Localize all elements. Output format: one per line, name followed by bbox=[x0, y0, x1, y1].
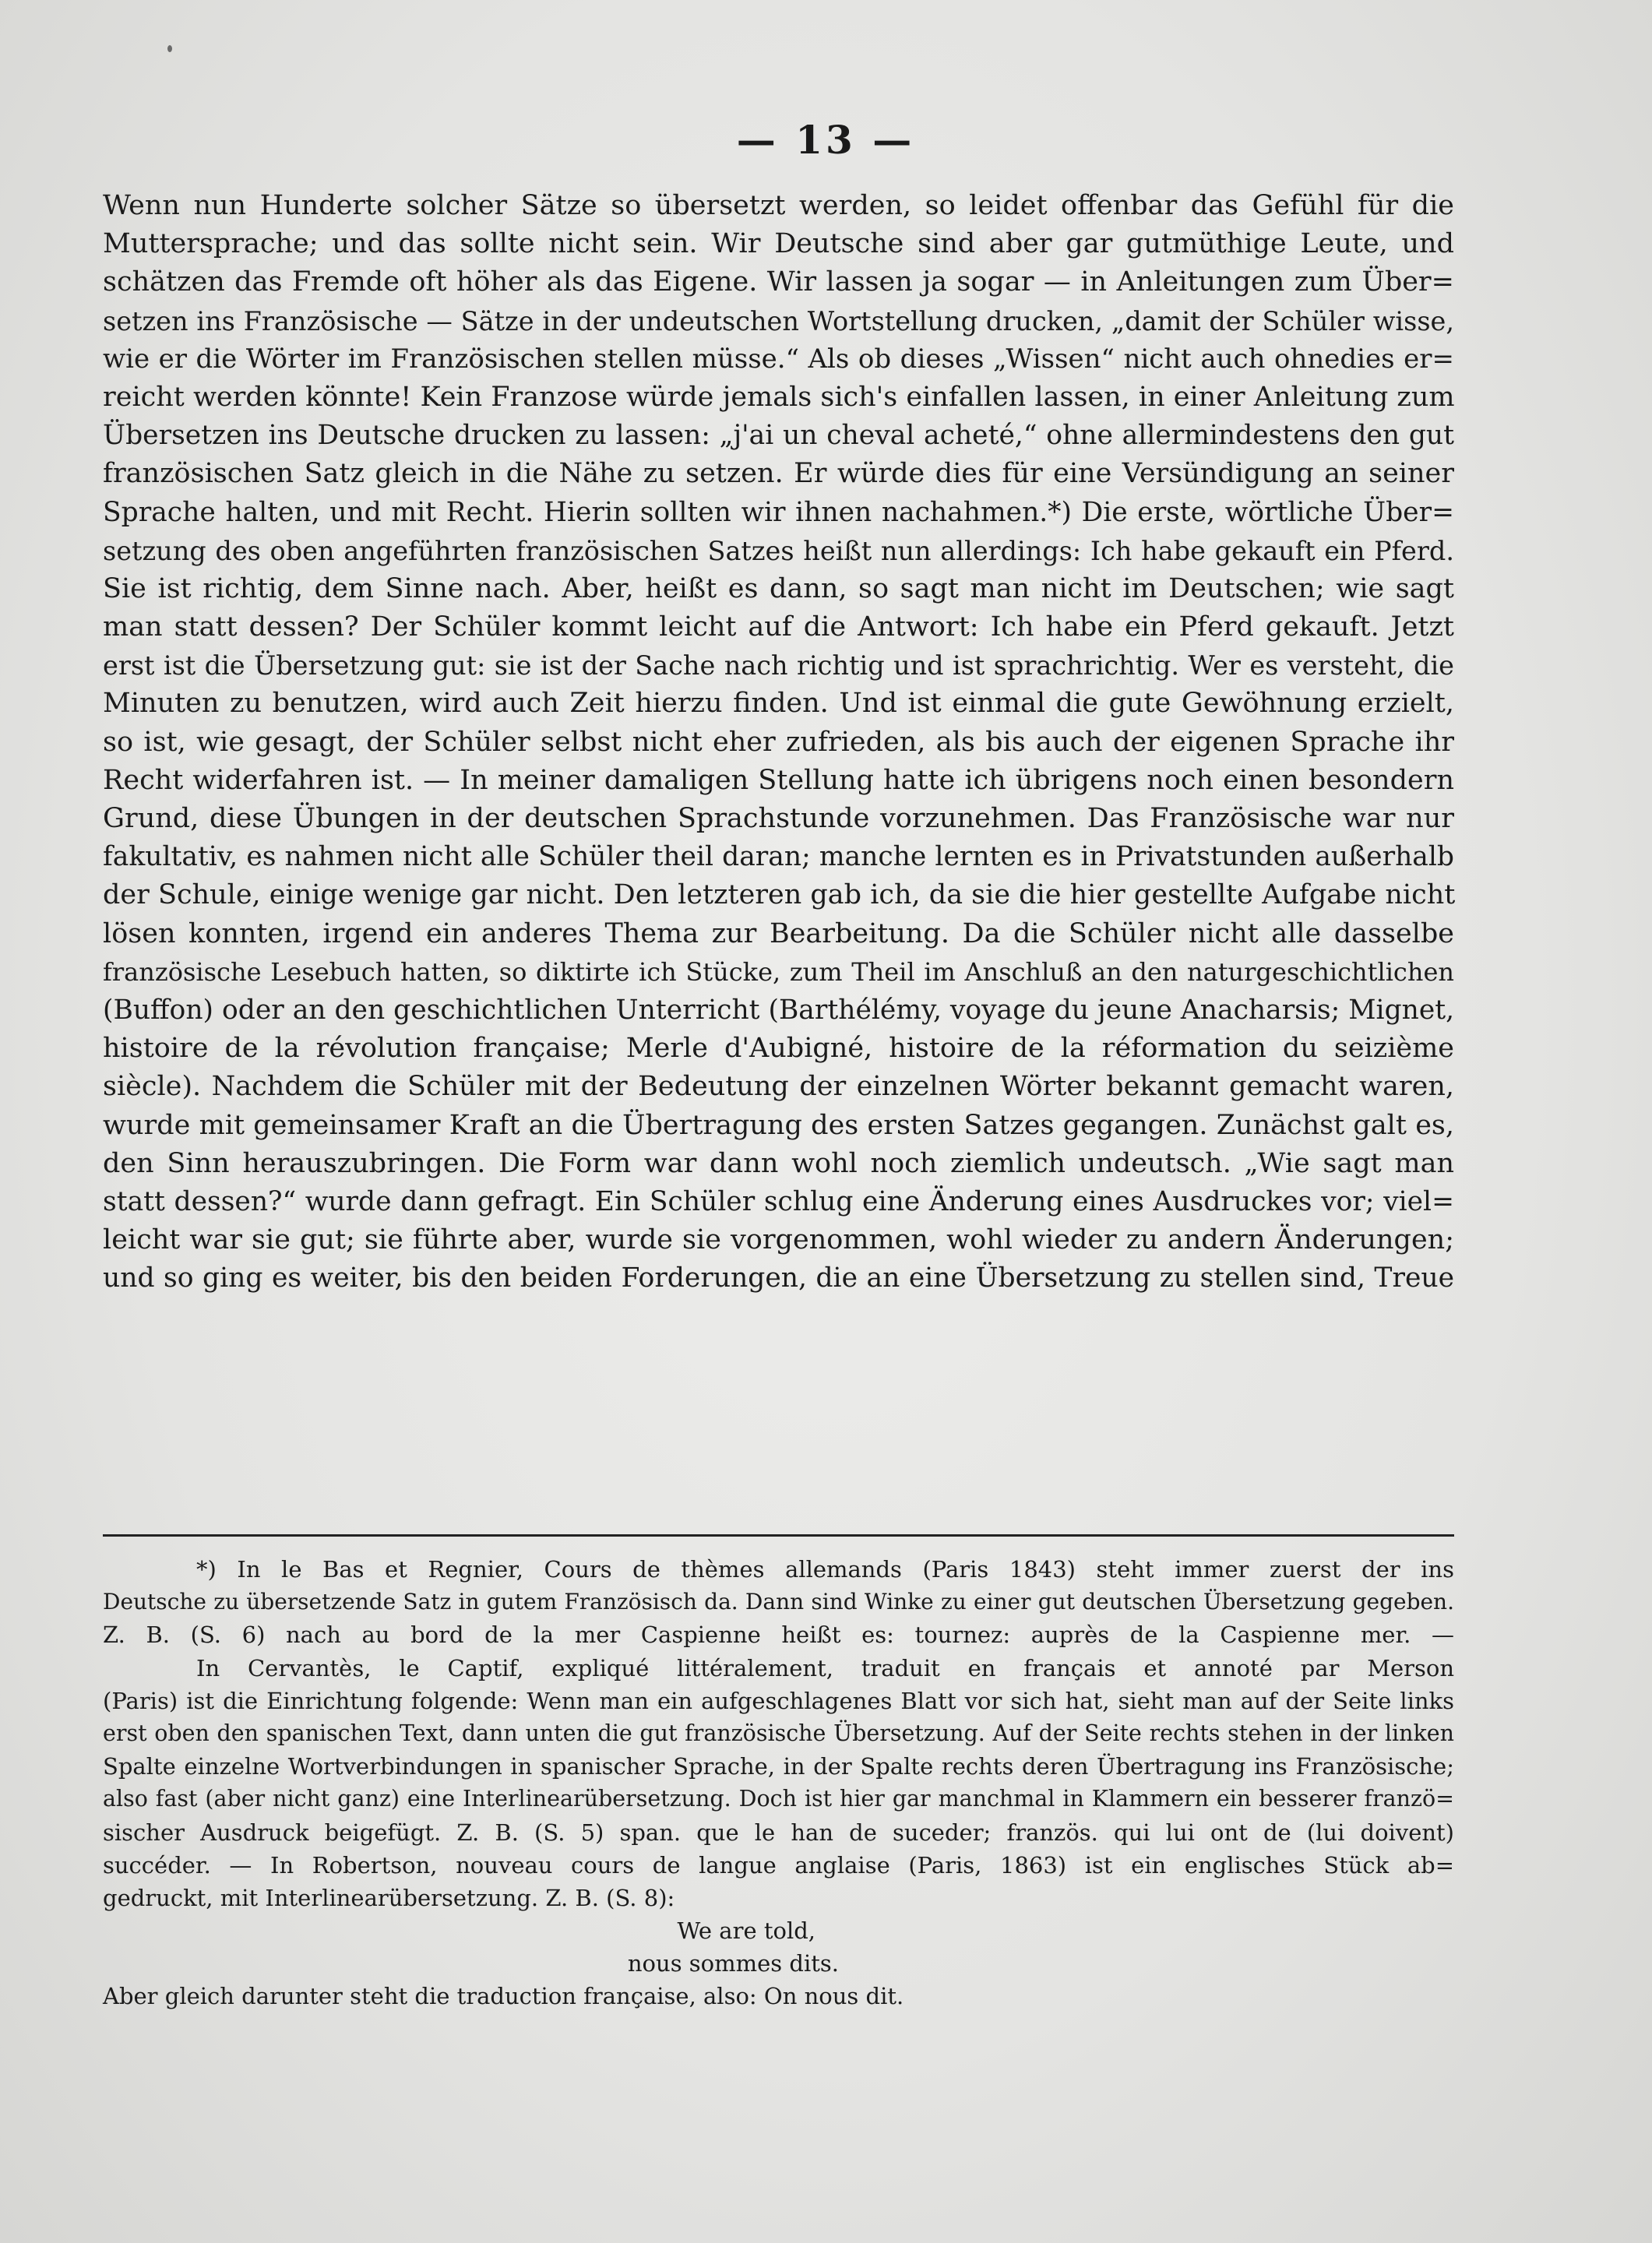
text-line: und so ging es weiter, bis den beiden Forderungen, die an eine Übersetzung zu stellen sind, Treue bbox=[103, 1262, 1454, 1294]
text-line: reicht werden könnte! Kein Franzose würde jemals sich's einfallen lassen, in einer Anleitung zum bbox=[103, 381, 1455, 413]
footnote-example-line: nous sommes dits. bbox=[627, 1950, 839, 1977]
footnote-line: sischer Ausdruck beigefügt. Z. B. (S. 5) span. que le han de suceder; französ. qui lui ont de (lui doivent) bbox=[103, 1819, 1454, 1846]
footnote-divider bbox=[103, 1534, 1454, 1537]
text-line: Muttersprache; und das sollte nicht sein. Wir Deutsche sind aber gar gutmüthige Leute, und bbox=[103, 228, 1454, 260]
text-line: (Buffon) oder an den geschichtlichen Unterricht (Barthélémy, voyage du jeune Anacharsis; Mignet, bbox=[103, 994, 1455, 1026]
text-line: Wenn nun Hunderte solcher Sätze so übersetzt werden, so leidet offenbar das Gefühl für die bbox=[103, 190, 1454, 221]
text-line: Sprache halten, und mit Recht. Hierin sollten wir ihnen nachahmen.*) Die erste, wörtliche Über= bbox=[103, 496, 1454, 528]
footnote-line: Spalte einzelne Wortverbindungen in spanischer Sprache, in der Spalte rechts deren Übertragung ins Französische; bbox=[103, 1753, 1454, 1780]
main-text bbox=[103, 187, 1454, 1298]
text-line: schätzen das Fremde oft höher als das Eigene. Wir lassen ja sogar — in Anleitungen zum Über= bbox=[103, 266, 1454, 298]
text-line: Minuten zu benutzen, wird auch Zeit hierzu finden. Und ist einmal die gute Gewöhnung erzielt, bbox=[103, 688, 1454, 720]
footnote-example-line: We are told, bbox=[677, 1917, 815, 1945]
footnote-line: Z. B. (S. 6) nach au bord de la mer Caspienne heißt es: tournez: auprès de la Caspienne mer. — bbox=[103, 1622, 1454, 1649]
text-line: setzung des oben angeführten französischen Satzes heißt nun allerdings: Ich habe gekauft ein Pferd. bbox=[103, 535, 1454, 566]
text-line: statt dessen?“ wurde dann gefragt. Ein Schüler schlug eine Änderung eines Ausdruckes vor; viel= bbox=[103, 1185, 1454, 1217]
footnote-line: Aber gleich darunter steht die traduction française, also: On nous dit. bbox=[103, 1983, 904, 2010]
text-line: wie er die Wörter im Französischen stellen müsse.“ Als ob dieses „Wissen“ nicht auch ohnedies er= bbox=[103, 343, 1454, 375]
text-line: französische Lesebuch hatten, so diktirte ich Stücke, zum Theil im Anschluß an den naturgeschichtlichen bbox=[103, 956, 1454, 987]
text-line: lösen konnten, irgend ein anderes Thema zur Bearbeitung. Da die Schüler nicht alle dasselbe bbox=[103, 917, 1454, 949]
footnote-line: *) In le Bas et Regnier, Cours de thèmes allemands (Paris 1843) steht immer zuerst der ins bbox=[196, 1556, 1454, 1583]
text-line: Sie ist richtig, dem Sinne nach. Aber, heißt es dann, so sagt man nicht im Deutschen; wie sagt bbox=[103, 572, 1454, 604]
text-line: histoire de la révolution française; Merle d'Aubigné, histoire de la réformation du seizième bbox=[103, 1033, 1454, 1065]
footnotes bbox=[103, 1553, 1454, 2013]
text-line: französischen Satz gleich in die Nähe zu setzen. Er würde dies für eine Versündigung an seiner bbox=[103, 458, 1454, 490]
footnote-line: also fast (aber nicht ganz) eine Interlinearübersetzung. Doch ist hier gar manchmal in Klammern ein besserer franzö= bbox=[103, 1786, 1454, 1812]
footnote-line: gedruckt, mit Interlinearübersetzung. Z. B. (S. 8): bbox=[103, 1884, 675, 1911]
text-line: siècle). Nachdem die Schüler mit der Bedeutung der einzelnen Wörter bekannt gemacht waren, bbox=[103, 1071, 1454, 1103]
ink-speck bbox=[167, 45, 172, 52]
footnote-line: erst oben den spanischen Text, dann unten die gut französische Übersetzung. Auf der Seite rechts stehen in der linken bbox=[103, 1720, 1454, 1746]
text-line: erst ist die Übersetzung gut: sie ist der Sache nach richtig und ist sprachrichtig. Wer es versteht, die bbox=[103, 650, 1454, 681]
text-line: so ist, wie gesagt, der Schüler selbst nicht eher zufrieden, als bis auch der eigenen Sprache ihr bbox=[103, 726, 1454, 758]
text-line: der Schule, einige wenige gar nicht. Den letzteren gab ich, da sie die hier gestellte Aufgabe nicht bbox=[103, 879, 1456, 911]
footnote-line: Deutsche zu übersetzende Satz in gutem Französisch da. Dann sind Winke zu einer gut deutschen Übersetzung gegeben. bbox=[103, 1589, 1454, 1615]
text-line: man statt dessen? Der Schüler kommt leicht auf die Antwort: Ich habe ein Pferd gekauft. Jetzt bbox=[103, 611, 1454, 643]
text-line: Übersetzen ins Deutsche drucken zu lassen: „j'ai un cheval acheté,“ ohne allermindestens den gut bbox=[103, 420, 1454, 452]
text-line: fakultativ, es nahmen nicht alle Schüler theil daran; manche lernten es in Privatstunden außerhalb bbox=[103, 841, 1454, 873]
text-line: Recht widerfahren ist. — In meiner damaligen Stellung hatte ich übrigens noch einen besondern bbox=[103, 764, 1454, 796]
footnote-line: In Cervantès, le Captif, expliqué littéralement, traduit en français et annoté par Merson bbox=[196, 1654, 1454, 1681]
text-line: wurde mit gemeinsamer Kraft an die Übertragung des ersten Satzes gegangen. Zunächst galt es, bbox=[103, 1109, 1454, 1141]
text-line: leicht war sie gut; sie führte aber, wurde sie vorgenommen, wohl wieder zu andern Änderungen; bbox=[103, 1224, 1454, 1256]
text-line: Grund, diese Übungen in der deutschen Sprachstunde vorzunehmen. Das Französische war nur bbox=[103, 803, 1454, 834]
text-line: setzen ins Französische — Sätze in der undeutschen Wortstellung drucken, „damit der Schüler wisse, bbox=[103, 305, 1454, 336]
footnote-line: succéder. — In Robertson, nouveau cours de langue anglaise (Paris, 1863) ist ein englisches Stück ab= bbox=[103, 1851, 1454, 1879]
page-number: — 13 — bbox=[736, 117, 915, 163]
footnote-line: (Paris) ist die Einrichtung folgende: Wenn man ein aufgeschlagenes Blatt vor sich hat, sieht man auf der Seite links bbox=[103, 1687, 1454, 1714]
text-line: den Sinn herauszubringen. Die Form war dann wohl noch ziemlich undeutsch. „Wie sagt man bbox=[103, 1147, 1454, 1179]
